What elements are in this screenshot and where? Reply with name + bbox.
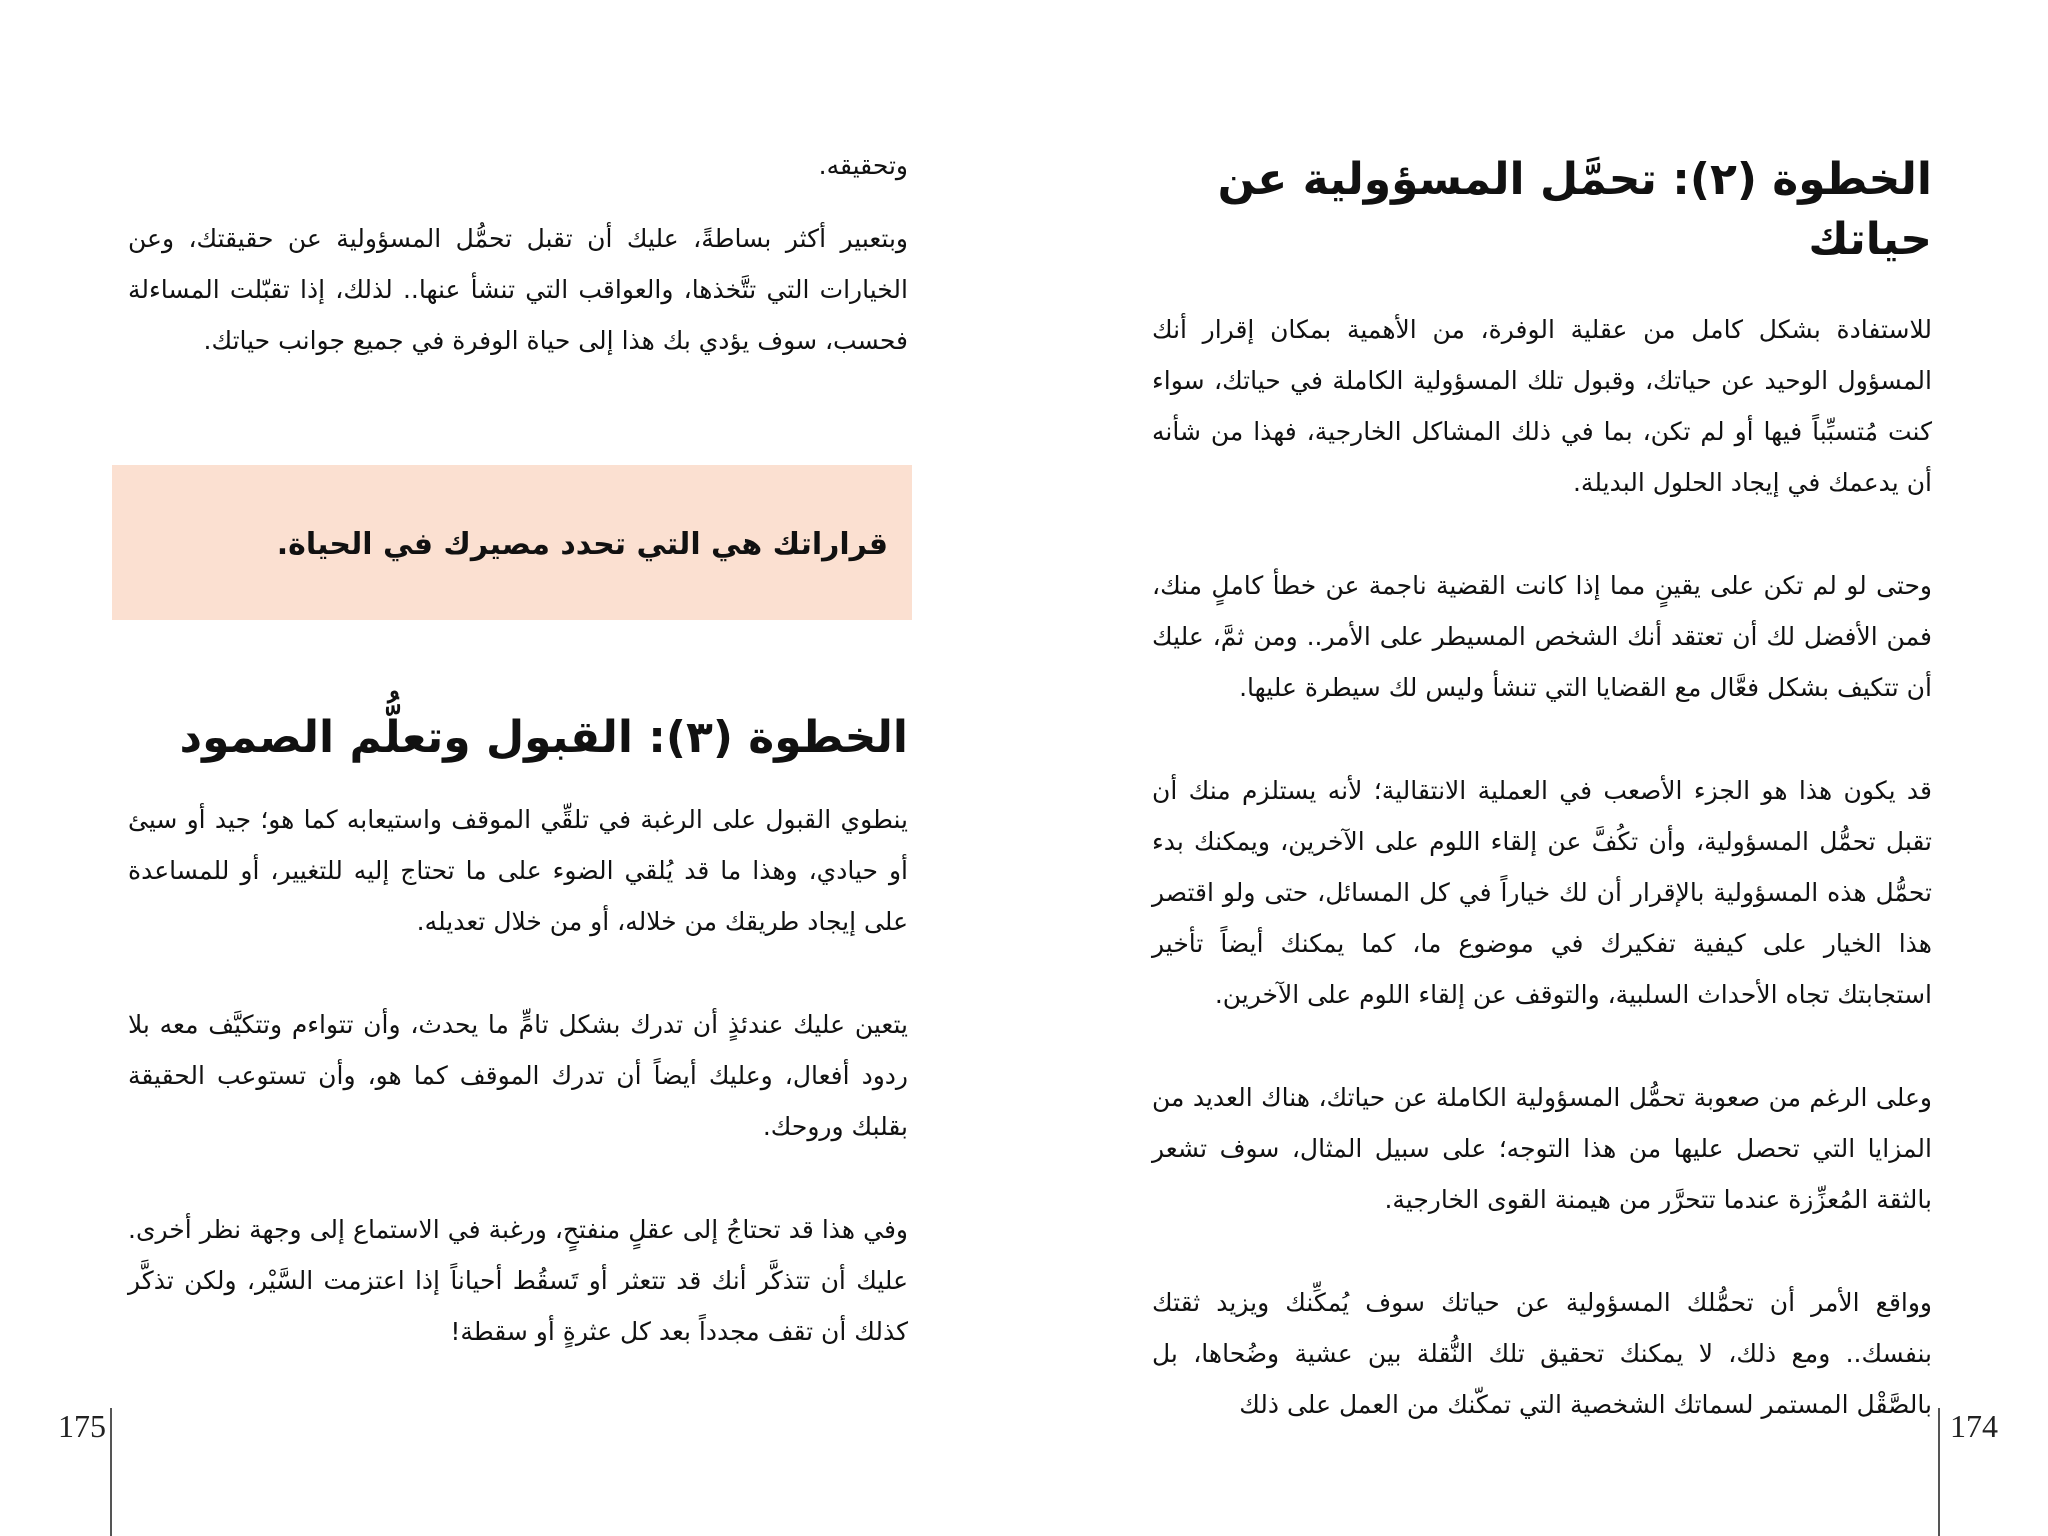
callout-quote: قراراتك هي التي تحدد مصيرك في الحياة. xyxy=(276,527,888,562)
paragraph-reality: وواقع الأمر أن تحمُّلك المسؤولية عن حياتك سوف يُمكِّنك ويزيد ثقتك بنفسك.. ومع ذلك، لا يمكنك تحقيق تلك النُّقلة بين عشية وضُحاها، بل بالصَّقْل المستمر لسماتك الشخصية التي تمكّنك من العمل على ذلك xyxy=(1152,1288,1932,1419)
page-margin-rule-left xyxy=(110,1408,112,1536)
paragraph-open-mind: وفي هذا قد تحتاجُ إلى عقلٍ منفتحٍ، ورغبة في الاستماع إلى وجهة نظر أخرى. عليك أن تتذكَّر أنك قد تتعثر أو تَسقُط أحياناً إذا اعتزمت السَّيْر، ولكن تذكَّر كذلك أن تقف مجدداً بعد كل عثرةٍ أو سقطة! xyxy=(128,1215,908,1346)
left-page-step3-section xyxy=(128,708,908,1357)
right-page xyxy=(1024,0,2048,1536)
heading-step-2: الخطوة (٢): تحمَّل المسؤولية عن حياتك xyxy=(1217,154,1932,265)
paragraph-despite: وعلى الرغم من صعوبة تحمُّل المسؤولية الكاملة عن حياتك، هناك العديد من المزايا التي تحصل عليها من هذا التوجه؛ على سبيل المثال، سوف تشعر بالثقة المُعزِّزة عندما تتحرَّر من هيمنة القوى الخارجية. xyxy=(1152,1083,1932,1214)
paragraph-hardest-part: قد يكون هذا هو الجزء الأصعب في العملية الانتقالية؛ لأنه يستلزم منك أن تقبل تحمُّل المسؤولية، وأن تكُفَّ عن إلقاء اللوم على الآخرين، ويمكنك بدء تحمُّل هذه المسؤولية بالإقرار أن لك خياراً في كل المسائل، حتى ولو اقتصر هذا الخيار على كيفية تفكيرك في موضوع ما، كما يمكنك أيضاً تأخير استجابتك تجاه الأحداث السلبية، والتوقف عن إلقاء اللوم على الآخرين. xyxy=(1152,776,1932,1009)
heading-step-3: الخطوة (٣): القبول وتعلُّم الصمود xyxy=(179,712,908,763)
page-margin-rule-right xyxy=(1938,1408,1940,1536)
page-number-right: 174 xyxy=(1950,1408,1998,1444)
right-page-text-column xyxy=(1152,150,1932,1430)
callout-box xyxy=(112,465,912,620)
paragraph-simply-put: وبتعبير أكثر بساطةً، عليك أن تقبل تحمُّل المسؤولية عن حقيقتك، وعن الخيارات التي تتَّخذها، والعواقب التي تنشأ عنها.. لذلك، إذا تقبّلت المساءلة فحسب، سوف يؤدي بك هذا إلى حياة الوفرة في جميع جوانب حياتك. xyxy=(128,224,908,355)
page-number-left: 175 xyxy=(58,1408,106,1444)
left-page-text-column xyxy=(128,140,908,366)
continuation-text: وتحقيقه. xyxy=(818,151,908,180)
paragraph-benefit: للاستفادة بشكل كامل من عقلية الوفرة، من الأهمية بمكان إقرار أنك المسؤول الوحيد عن حياتك، وقبول تلك المسؤولية الكاملة في حياتك، سواء كنت مُتسبِّباً فيها أو لم تكن، بما في ذلك المشاكل الخارجية، فهذا من شأنه أن يدعمك في إيجاد الحلول البديلة. xyxy=(1152,315,1932,497)
paragraph-acceptance: ينطوي القبول على الرغبة في تلقِّي الموقف واستيعابه كما هو؛ جيد أو سيئ أو حيادي، وهذا ما قد يُلقي الضوء على ما تحتاج إليه للتغيير، أو للمساعدة على إيجاد طريقك من خلاله، أو من خلال تعديله. xyxy=(128,805,908,936)
paragraph-even-if: وحتى لو لم تكن على يقينٍ مما إذا كانت القضية ناجمة عن خطأ كاملٍ منك، فمن الأفضل لك أن تعتقد أنك الشخص المسيطر على الأمر.. ومن ثمَّ، عليك أن تتكيف بشكل فعَّال مع القضايا التي تنشأ وليس لك سيطرة عليها. xyxy=(1152,571,1932,702)
paragraph-realize: يتعين عليك عندئذٍ أن تدرك بشكل تامٍّ ما يحدث، وأن تتواءم وتتكيَّف معه بلا ردود أفعال، وعليك أيضاً أن تدرك الموقف كما هو، وأن تستوعب الحقيقة بقلبك وروحك. xyxy=(128,1010,908,1141)
